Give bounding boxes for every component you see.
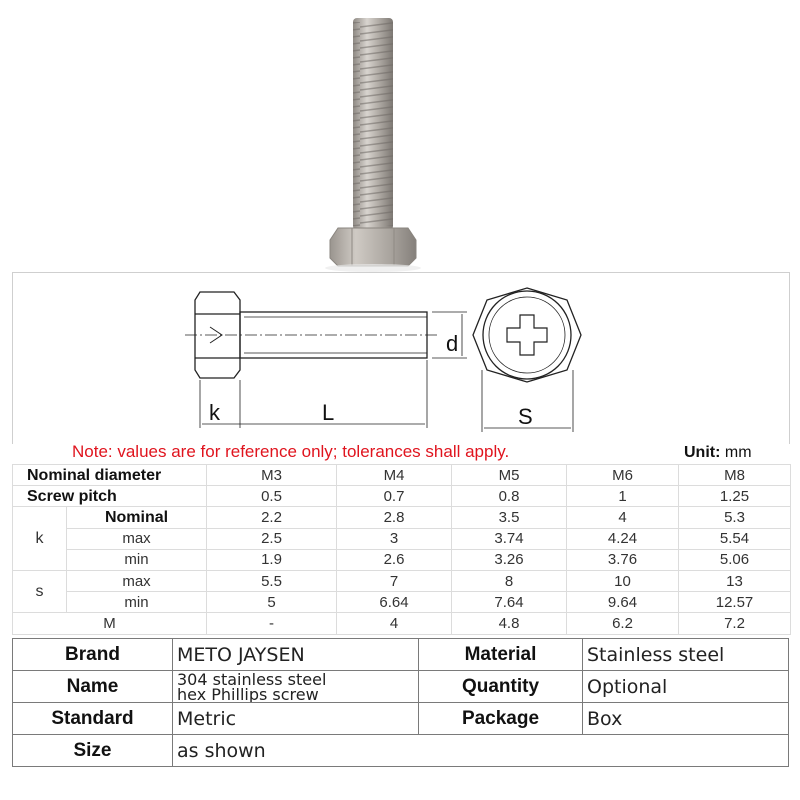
- table-cell: 0.8: [452, 486, 567, 507]
- table-cell: 3.76: [567, 549, 679, 570]
- table-cell: 0.5: [207, 486, 337, 507]
- row-label-s-min: min: [67, 592, 207, 613]
- table-row: [13, 592, 791, 613]
- brand-label: Brand: [13, 639, 173, 671]
- name-value: [173, 671, 419, 703]
- dimension-s-label: S: [518, 404, 533, 429]
- row-label-m: M: [13, 613, 207, 634]
- product-info-table: [12, 638, 789, 767]
- table-cell: M4: [337, 465, 452, 486]
- table-cell: 5.54: [679, 528, 791, 549]
- material-value: Stainless steel: [583, 639, 789, 671]
- unit-label: Unit:: [684, 444, 721, 461]
- table-row: [13, 639, 789, 671]
- table-cell: 4.24: [567, 528, 679, 549]
- unit-indicator: [684, 444, 752, 462]
- table-row: [13, 549, 791, 570]
- table-cell: M3: [207, 465, 337, 486]
- standard-label: Standard: [13, 703, 173, 735]
- name-label: Name: [13, 671, 173, 703]
- table-row: [13, 507, 791, 528]
- table-cell: 7.2: [679, 613, 791, 634]
- table-cell: 1.9: [207, 549, 337, 570]
- reference-note: Note: values are for reference only; tolerances shall apply.: [72, 442, 510, 461]
- table-cell: 1: [567, 486, 679, 507]
- row-label-s-max: max: [67, 570, 207, 591]
- table-cell: M6: [567, 465, 679, 486]
- table-row: [13, 613, 791, 634]
- size-label: Size: [13, 735, 173, 767]
- table-cell: 4.8: [452, 613, 567, 634]
- dimension-k-label: k: [209, 400, 220, 425]
- row-group-s: s: [13, 570, 67, 612]
- table-cell: 12.57: [679, 592, 791, 613]
- table-cell: 6.64: [337, 592, 452, 613]
- table-row: [13, 465, 791, 486]
- table-cell: 4: [567, 507, 679, 528]
- size-value: as shown: [173, 735, 789, 767]
- table-row: [13, 570, 791, 591]
- screw-photo: [0, 0, 800, 272]
- row-label-k-nominal: Nominal: [67, 507, 207, 528]
- dimension-L-label: L: [322, 400, 335, 425]
- table-cell: -: [207, 613, 337, 634]
- quantity-value: Optional: [583, 671, 789, 703]
- table-cell: 8: [452, 570, 567, 591]
- table-cell: 10: [567, 570, 679, 591]
- dimension-d-label: d: [446, 331, 459, 356]
- table-row: [13, 735, 789, 767]
- table-row: [13, 528, 791, 549]
- table-row: [13, 486, 791, 507]
- row-label-screw-pitch: Screw pitch: [13, 486, 207, 507]
- table-cell: 5.06: [679, 549, 791, 570]
- row-label-k-max: max: [67, 528, 207, 549]
- unit-value: mm: [724, 444, 752, 461]
- row-label-nominal-diameter: Nominal diameter: [13, 465, 207, 486]
- table-cell: 2.6: [337, 549, 452, 570]
- table-cell: 13: [679, 570, 791, 591]
- spec-table: [12, 464, 791, 635]
- standard-value: Metric: [173, 703, 419, 735]
- technical-drawing: [12, 272, 790, 444]
- table-cell: 2.8: [337, 507, 452, 528]
- table-cell: 3.5: [452, 507, 567, 528]
- row-label-k-min: min: [67, 549, 207, 570]
- name-value-line2: hex Phillips screw: [177, 684, 319, 703]
- row-group-k: k: [13, 507, 67, 571]
- name-value-line1: 304 stainless steel: [177, 670, 327, 689]
- table-cell: M8: [679, 465, 791, 486]
- table-cell: 2.5: [207, 528, 337, 549]
- table-cell: 1.25: [679, 486, 791, 507]
- table-cell: 7: [337, 570, 452, 591]
- table-cell: 2.2: [207, 507, 337, 528]
- table-row: [13, 671, 789, 703]
- table-cell: 3.74: [452, 528, 567, 549]
- brand-value: METO JAYSEN: [173, 639, 419, 671]
- table-row: [13, 703, 789, 735]
- table-cell: 3: [337, 528, 452, 549]
- table-cell: 4: [337, 613, 452, 634]
- material-label: Material: [419, 639, 583, 671]
- table-cell: 6.2: [567, 613, 679, 634]
- table-cell: M5: [452, 465, 567, 486]
- package-label: Package: [419, 703, 583, 735]
- table-cell: 7.64: [452, 592, 567, 613]
- table-cell: 9.64: [567, 592, 679, 613]
- table-cell: 5.3: [679, 507, 791, 528]
- table-cell: 0.7: [337, 486, 452, 507]
- table-cell: 5.5: [207, 570, 337, 591]
- quantity-label: Quantity: [419, 671, 583, 703]
- package-value: Box: [583, 703, 789, 735]
- table-cell: 3.26: [452, 549, 567, 570]
- table-cell: 5: [207, 592, 337, 613]
